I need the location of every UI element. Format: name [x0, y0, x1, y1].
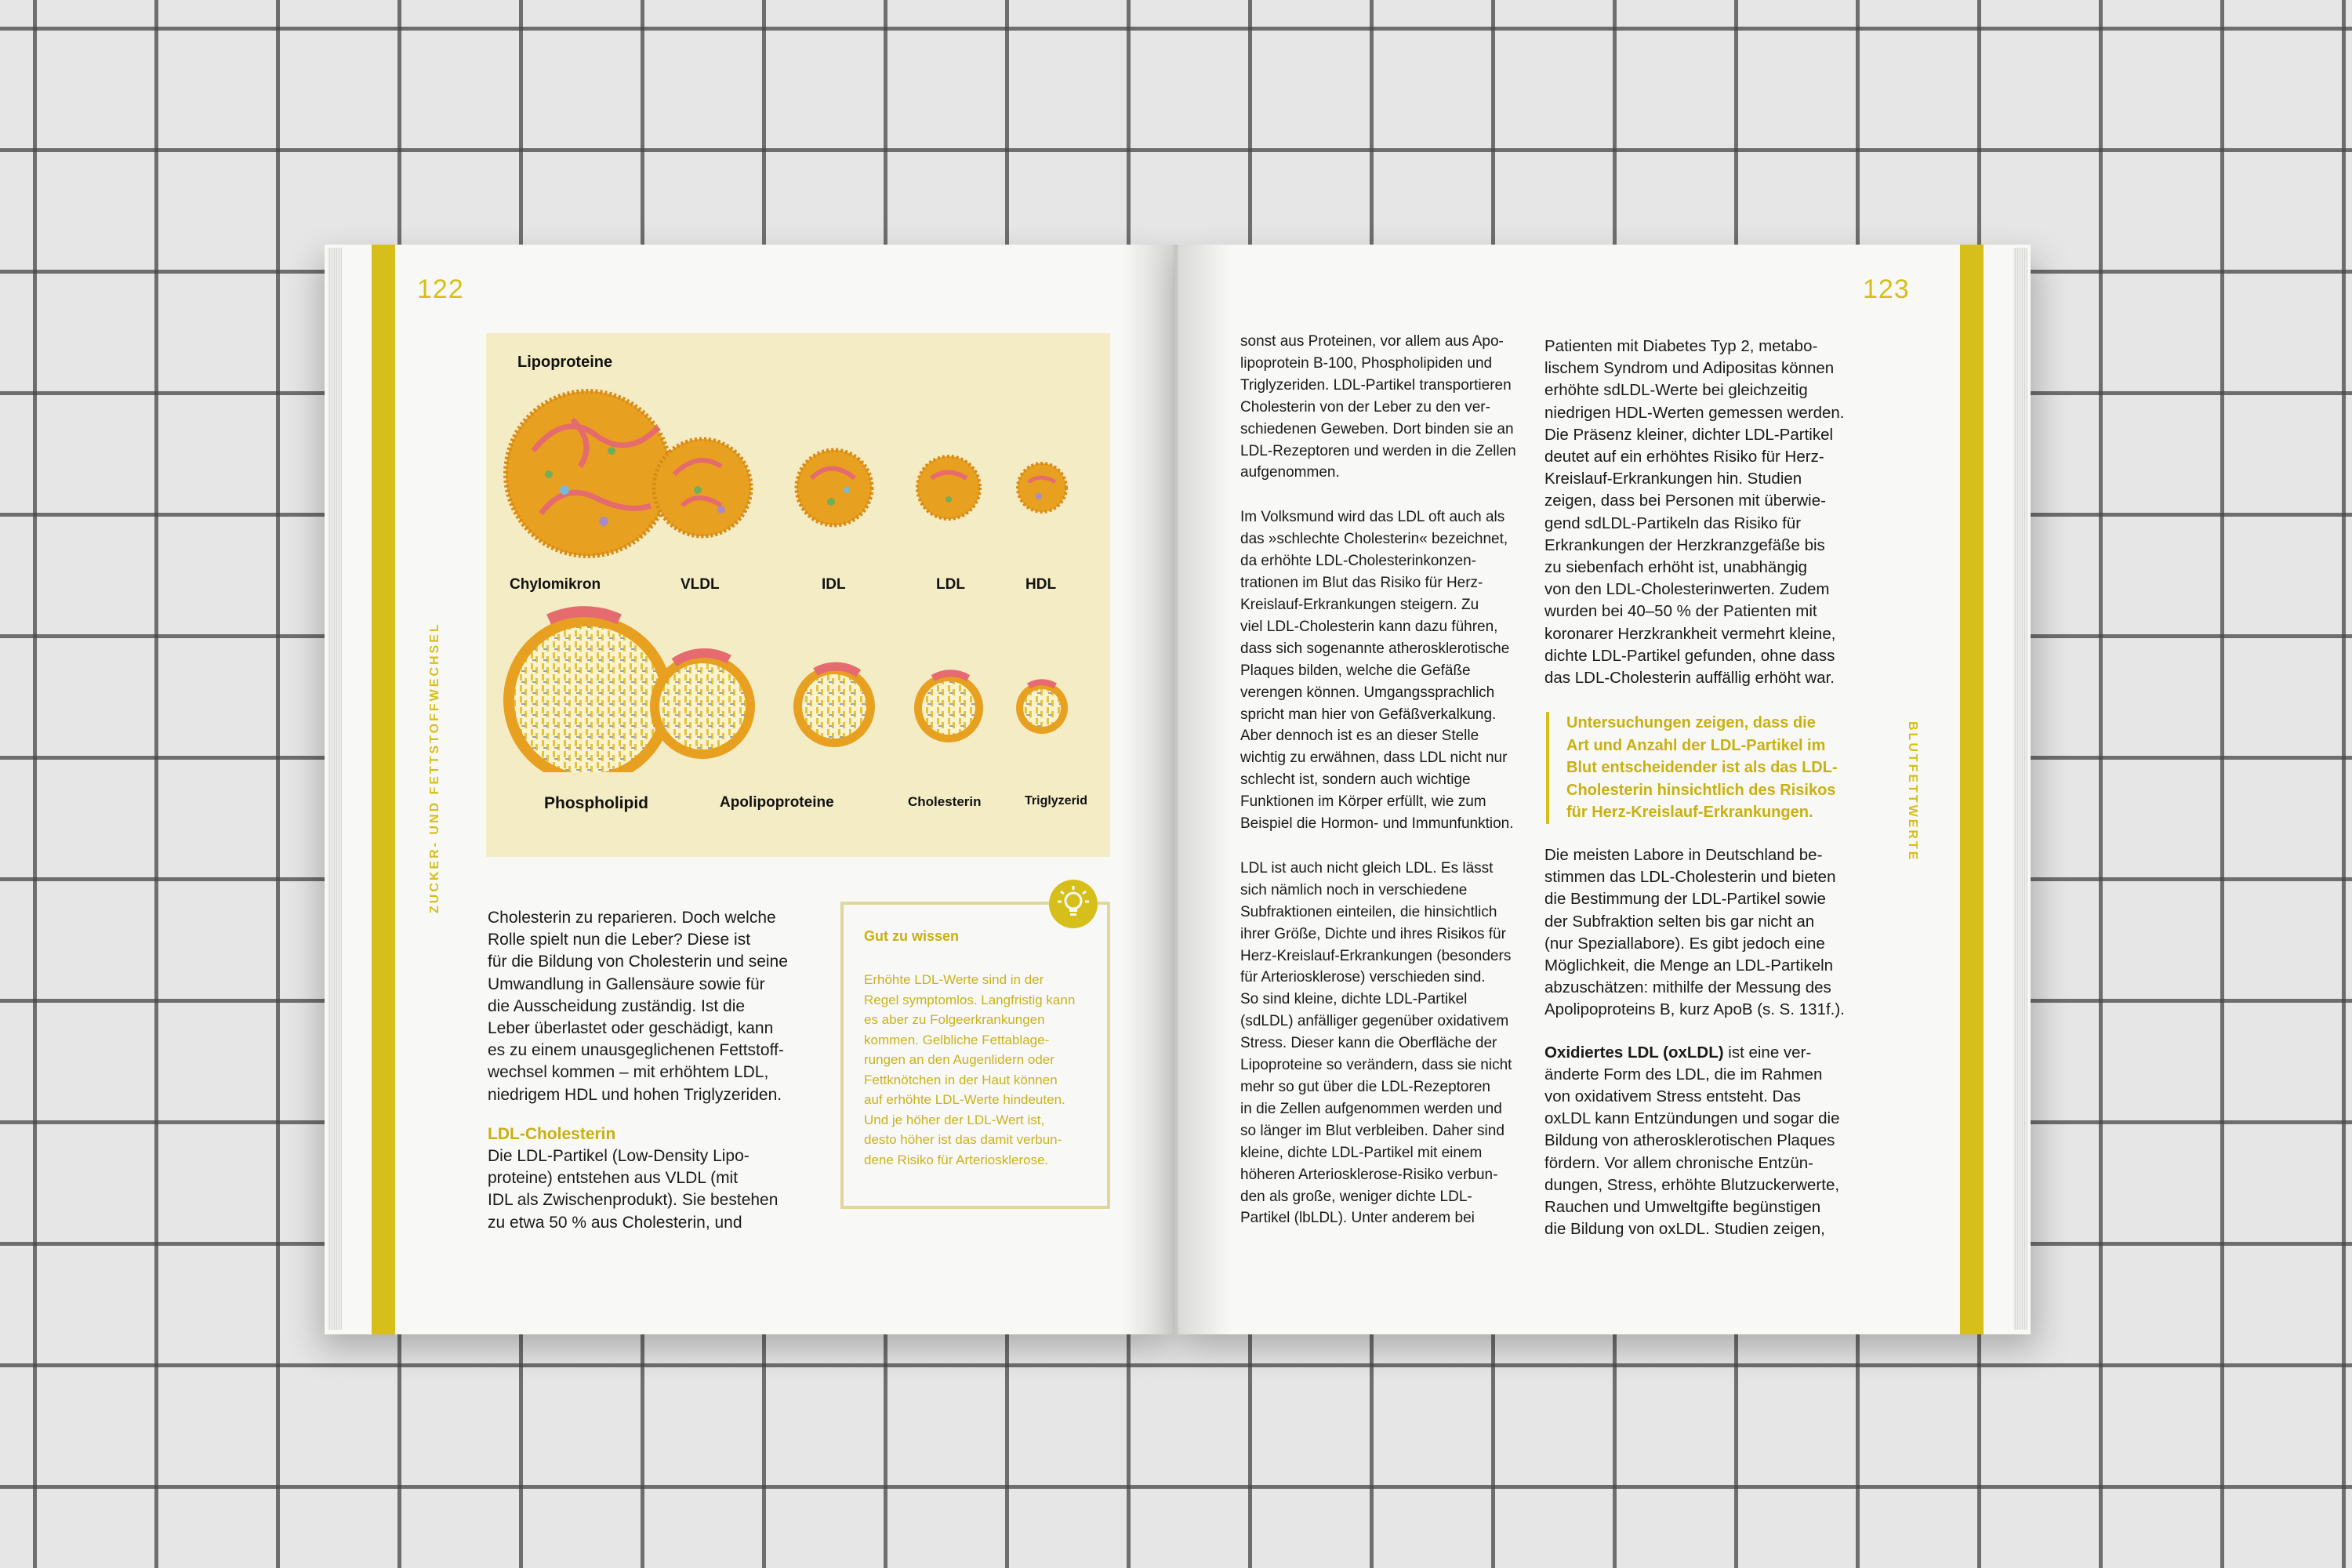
ldl-cross-section — [914, 673, 983, 742]
text-line: der Subfraktion selten bis gar nicht an — [1544, 912, 1815, 931]
text-line: Regel symptomlos. Langfristig kann — [864, 992, 1076, 1007]
text-line: viel LDL-Cholesterin kann dazu führen, — [1240, 618, 1498, 635]
text-line: Erkrankungen der Herzkranzgefäße bis — [1544, 535, 1825, 554]
info-box-text — [864, 970, 1099, 1170]
figure-title: Lipoproteine — [517, 354, 613, 371]
text-line: koronarer Herzkrankheit vermehrt kleine, — [1544, 624, 1836, 643]
text-line: dungen, Stress, erhöhte Blutzuckerwerte, — [1544, 1175, 1840, 1194]
text-line: Patienten mit Diabetes Typ 2, metabo- — [1544, 337, 1818, 355]
text-line: Kreislauf-Erkrankungen hin. Studien — [1544, 470, 1802, 488]
text-line: Funktionen im Körper erfüllt, wie zum — [1240, 793, 1486, 811]
text-line: Rauchen und Umweltgifte begünstigen — [1544, 1198, 1821, 1217]
text-line: Aber dennoch ist es an dieser Stelle — [1240, 728, 1479, 745]
text-line: wechsel kommen – mit erhöhtem LDL, — [488, 1063, 769, 1082]
text-line: niedrigen HDL-Werten gemessen werden. — [1544, 403, 1845, 422]
text-line: die Bestimmung der LDL-Partikel sowie — [1544, 890, 1826, 909]
text-line: Partikel (lbLDL). Unter anderem bei — [1240, 1210, 1475, 1227]
text-line: die Ausscheidung zuständig. Ist die — [488, 996, 746, 1015]
lipoprotein-figure — [486, 333, 1110, 857]
left-page-edges — [328, 248, 342, 1330]
text-line: rungen an den Augenlidern oder — [864, 1052, 1054, 1067]
legend-apolipoproteine: Apolipoproteine — [720, 794, 834, 811]
text-line: zu siebenfach erhöht ist, unabhängig — [1544, 558, 1808, 577]
text-line: lischem Syndrom und Adipositas können — [1544, 359, 1835, 378]
right-column-1 — [1240, 331, 1570, 1229]
text-line: da erhöhte LDL-Cholesterinkonzen- — [1240, 553, 1477, 570]
text-line: ihrer Größe, Dichte und ihres Risikos für — [1240, 925, 1506, 942]
right-column-2-top — [1544, 336, 1882, 689]
text-line: desto höher ist das damit verbun- — [864, 1132, 1062, 1147]
text-line: Herz-Kreislauf-Erkrankungen (besonders — [1240, 947, 1512, 964]
text-line: es aber zu Folgeerkrankungen — [864, 1012, 1045, 1027]
text-line: (nur Speziallabore). Es gibt jedoch eine — [1544, 934, 1825, 953]
text-line: schiedenen Geweben. Dort binden sie an — [1240, 420, 1514, 437]
text-line: änderte Form des LDL, die im Rahmen — [1544, 1065, 1823, 1083]
text-line: den als große, weniger dichte LDL- — [1240, 1188, 1472, 1205]
text-line: lipoprotein B-100, Phospholipiden und — [1240, 354, 1493, 372]
label-vldl: VLDL — [681, 576, 720, 593]
text-line: schlecht ist, sondern auch wichtige — [1240, 771, 1471, 789]
text-line: Die Präsenz kleiner, dichter LDL-Partikel — [1544, 425, 1834, 444]
text-line: das »schlechte Cholesterin« bezeichnet, — [1240, 531, 1508, 548]
label-chylomikron: Chylomikron — [510, 576, 601, 593]
text-line: von oxidativem Stress entsteht. Das — [1544, 1087, 1802, 1106]
text-line: niedrigem HDL und hohen Triglyzeriden. — [488, 1085, 782, 1104]
text-line: wurden bei 40–50 % der Patienten mit — [1544, 602, 1817, 621]
lightbulb-icon — [1049, 880, 1098, 928]
vldl-cross-section — [650, 653, 755, 759]
text-line: für Herz-Kreislauf-Erkrankungen. — [1566, 804, 1813, 821]
text-line: für die Bildung von Cholesterin und seine — [488, 953, 788, 971]
pull-quote — [1546, 712, 1896, 824]
text-line: Leber überlastet oder geschädigt, kann — [488, 1019, 774, 1038]
text-line: sich nämlich noch in verschiedene — [1240, 881, 1468, 898]
text-line: LDL-Rezeptoren und werden in die Zellen — [1240, 442, 1516, 459]
text-line: dene Risiko für Arteriosklerose. — [864, 1152, 1049, 1167]
text-line: von den LDL-Cholesterinwerten. Zudem — [1544, 580, 1830, 599]
left-intro-paragraph — [488, 907, 817, 1234]
oxldl-term: Oxidiertes LDL (oxLDL) — [1544, 1043, 1724, 1062]
oxldl-lead-line — [1544, 1042, 1882, 1064]
text-line: Beispiel die Hormon- und Immunfunktion. — [1240, 815, 1514, 833]
text-line: Cholesterin hinsichtlich des Risikos — [1566, 781, 1836, 799]
text-line: auf erhöhte LDL-Werte hindeuten. — [864, 1092, 1065, 1107]
text-line: verengen können. Umgangssprachlich — [1240, 684, 1495, 701]
text-line: die Bildung von oxLDL. Studien zeigen, — [1544, 1220, 1825, 1239]
text-line: Triglyzeriden. LDL-Partikel transportieren — [1240, 376, 1512, 394]
text-line: aufgenommen. — [1240, 464, 1340, 481]
text-line: dichte LDL-Partikel gefunden, ohne dass — [1544, 646, 1835, 665]
text-line: Art und Anzahl der LDL-Partikel im — [1566, 736, 1826, 754]
text-line: oxLDL kann Entzündungen und sogar die — [1544, 1109, 1840, 1128]
hdl-cross-section — [1016, 682, 1068, 734]
text-line: Untersuchungen zeigen, dass die — [1566, 714, 1816, 731]
text-line: Kreislauf-Erkrankungen steigern. Zu — [1240, 596, 1479, 613]
legend-triglyzerid: Triglyzerid — [1025, 794, 1088, 808]
text-line: Erhöhte LDL-Werte sind in der — [864, 972, 1044, 987]
text-line: Blut entscheidender ist als das LDL- — [1566, 759, 1838, 776]
text-line: abzuschätzen: mithilfe der Messung des — [1544, 978, 1831, 997]
text-line: fördern. Vor allem chronische Entzün- — [1544, 1153, 1813, 1172]
text-line: für Arteriosklerose) verschieden sind. — [1240, 969, 1486, 986]
right-page-edges — [2013, 248, 2027, 1330]
text-line: Umwandlung in Gallensäure sowie für — [488, 975, 765, 993]
text-line: Apolipoproteins B, kurz ApoB (s. S. 131f.). — [1544, 1000, 1845, 1019]
right-accent-stripe — [1960, 245, 1984, 1334]
text-line: Cholesterin zu reparieren. Doch welche — [488, 909, 776, 927]
info-box-title: Gut zu wissen — [864, 928, 960, 944]
text-line: höheren Arteriosklerose-Risiko verbun- — [1240, 1166, 1498, 1183]
text-line: Plaques bilden, welche die Gefäße — [1240, 662, 1471, 679]
text-line: kommen. Gelbliche Fettablage- — [864, 1032, 1050, 1047]
text-line: in die Zellen aufgenommen werden und — [1240, 1100, 1502, 1117]
text-line: Möglichkeit, die Menge an LDL-Partikeln — [1544, 956, 1834, 975]
text-line: spricht man hier von Gefäßverkalkung. — [1240, 706, 1497, 723]
ldl-particle — [917, 456, 980, 519]
text-line: trationen im Blut das Risiko für Herz- — [1240, 575, 1483, 592]
section-heading-ldl: LDL-Cholesterin — [488, 1124, 616, 1143]
text-line: Bildung von atherosklerotischen Plaques — [1544, 1131, 1835, 1150]
text-line: kleine, dichte LDL-Partikel mit einem — [1240, 1144, 1483, 1161]
text-line: LDL ist auch nicht gleich LDL. Es lässt — [1240, 859, 1494, 877]
text-line: proteine) entstehen aus VLDL (mit — [488, 1169, 739, 1188]
right-running-head: BLUTFETTWERTE — [1906, 721, 1919, 862]
text-line: Stress. Dieser kann die Oberfläche der — [1240, 1035, 1497, 1052]
text-line: Lipoproteine so verändern, dass sie nicht — [1240, 1057, 1512, 1074]
text-line: erhöhte sdLDL-Werte bei gleichzeitig — [1544, 381, 1808, 400]
text-line: (sdLDL) anfälliger gegenüber oxidativem — [1240, 1013, 1509, 1030]
text-line: das LDL-Cholesterin auffällig erhöht war. — [1544, 669, 1835, 688]
lipoprotein-illustration — [486, 333, 1110, 772]
text-line: mehr so gut über die LDL-Rezeptoren — [1240, 1079, 1490, 1095]
text-line: wichtig zu erwähnen, dass LDL nicht nur — [1240, 750, 1508, 767]
text-line: gend sdLDL-Partikeln das Risiko für — [1544, 514, 1802, 532]
left-accent-stripe — [372, 245, 395, 1334]
left-page-number: 122 — [417, 274, 464, 304]
label-hdl: HDL — [1025, 576, 1057, 593]
chylomicron-particle — [506, 391, 670, 556]
text-line: zu etwa 50 % aus Cholesterin, und — [488, 1213, 742, 1232]
text-line: stimmen das LDL-Cholesterin und bieten — [1544, 868, 1836, 887]
label-ldl: LDL — [936, 576, 965, 593]
text-line: Fettknötchen in der Haut können — [864, 1072, 1058, 1087]
text-line: Subfraktionen einteilen, die hinsichtlich — [1240, 903, 1497, 920]
text-line: so länger im Blut verbleiben. Daher sind — [1240, 1122, 1504, 1139]
vldl-particle — [654, 439, 751, 536]
info-box — [840, 902, 1110, 1209]
text-line: es zu einem unausgeglichenen Fettstoff- — [488, 1041, 784, 1060]
text-line: Die meisten Labore in Deutschland be- — [1544, 846, 1823, 864]
left-running-head: ZUCKER- UND FETTSTOFFWECHSEL — [428, 622, 441, 913]
legend-cholesterin: Cholesterin — [908, 794, 982, 809]
right-column-2-bottom — [1544, 844, 1882, 1240]
text-line: So sind kleine, dichte LDL-Partikel — [1240, 991, 1468, 1008]
text-line: Cholesterin von der Leber zu den ver- — [1240, 398, 1490, 416]
text-line: zeigen, dass bei Personen mit überwie- — [1544, 492, 1826, 510]
text-line: sonst aus Proteinen, vor allem aus Apo- — [1240, 333, 1504, 350]
text-span: ist eine ver- — [1723, 1043, 1812, 1062]
idl-particle — [797, 450, 872, 525]
text-line: Im Volksmund wird das LDL oft auch als — [1240, 509, 1505, 526]
hdl-particle — [1018, 463, 1066, 512]
text-line: Rolle spielt nun die Leber? Diese ist — [488, 931, 751, 949]
chylomicron-cross-section — [503, 612, 673, 772]
label-idl: IDL — [822, 576, 846, 593]
text-line: dass sich sogenannte atherosklerotische — [1240, 640, 1510, 657]
idl-cross-section — [793, 666, 875, 747]
right-page-number: 123 — [1863, 274, 1910, 304]
text-line: IDL als Zwischenprodukt). Sie bestehen — [488, 1191, 779, 1210]
text-line: deutet auf ein erhöhtes Risiko für Herz- — [1544, 448, 1824, 466]
text-line: Und je höher der LDL-Wert ist, — [864, 1112, 1045, 1127]
text-line: Die LDL-Partikel (Low-Density Lipo- — [488, 1147, 750, 1166]
legend-phospholipid: Phospholipid — [544, 794, 648, 812]
